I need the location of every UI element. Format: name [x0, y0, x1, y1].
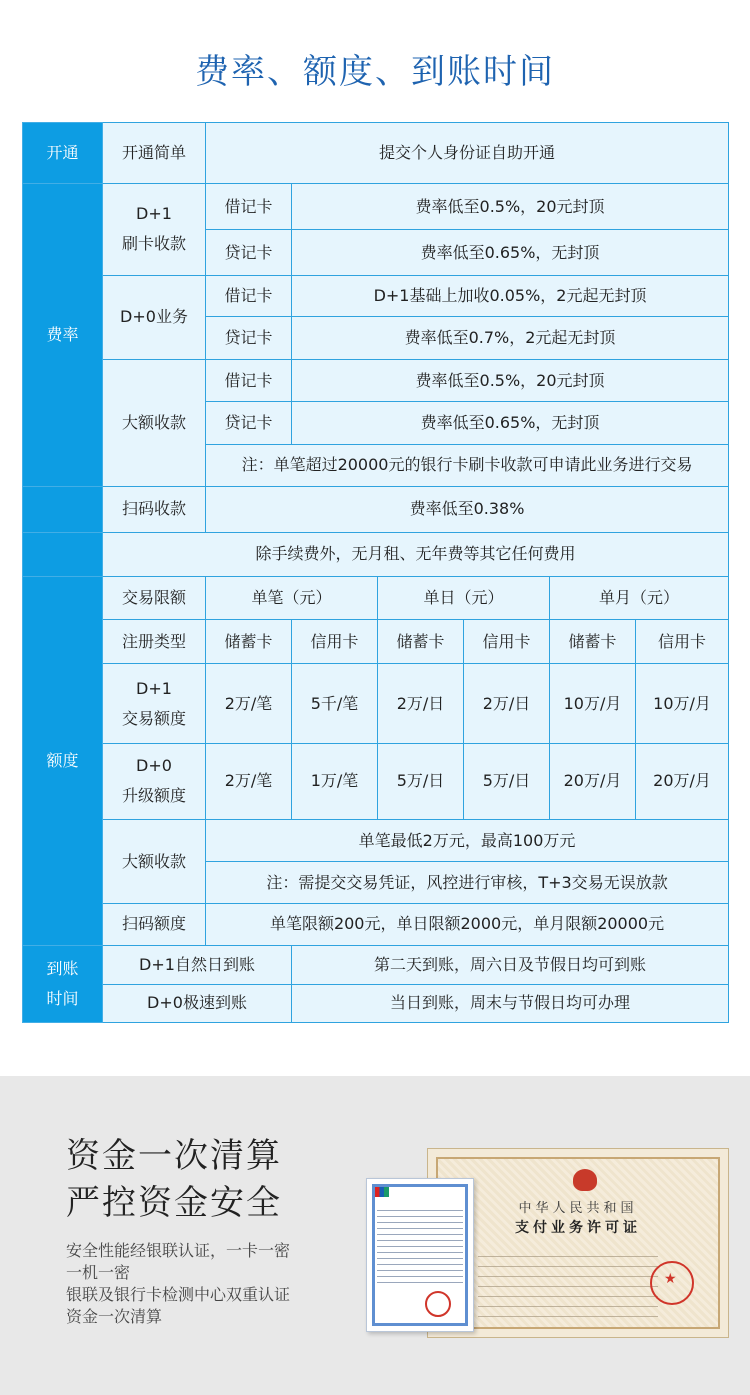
row-label-d1-swipe: D+1 刷卡收款	[103, 184, 206, 275]
card-type-credit: 贷记卡	[206, 316, 292, 359]
large-limit-value: 单笔最低2万元，最高100万元	[206, 820, 729, 862]
limit-value: 2万/笔	[206, 664, 292, 743]
security-heading-line2: 严控资金安全	[66, 1183, 282, 1223]
table-row	[23, 486, 729, 532]
table-row	[23, 123, 729, 184]
card-type-credit: 贷记卡	[206, 230, 292, 275]
rate-value: 费率低至0.5%，20元封顶	[292, 360, 729, 402]
cert-text-lines	[478, 1247, 658, 1317]
section-feilv: 费率	[23, 184, 103, 486]
scan-limit-value: 单笔限额200元，单日限额2000元，单月限额20000元	[206, 904, 729, 945]
page-title: 费率、额度、到账时间	[195, 52, 555, 92]
limit-value: 2万/日	[378, 664, 464, 743]
card-type: 储蓄卡	[550, 620, 636, 664]
card-type-debit: 借记卡	[206, 360, 292, 402]
limit-value: 5万/日	[464, 743, 550, 819]
rate-value: 费率低至0.38%	[206, 486, 729, 532]
limit-value: 10万/月	[636, 664, 729, 743]
fee-note: 除手续费外，无月租、无年费等其它任何费用	[103, 532, 729, 576]
section-daozhang: 到账 时间	[23, 945, 103, 1022]
table-row	[23, 532, 729, 576]
limit-value: 5千/笔	[292, 664, 378, 743]
card-type: 信用卡	[464, 620, 550, 664]
header-per-month: 单月（元）	[550, 576, 729, 619]
settle-d0-label: D+0极速到账	[103, 984, 292, 1022]
limit-value: 20万/月	[636, 743, 729, 819]
limit-value: 5万/日	[378, 743, 464, 819]
limit-value: 10万/月	[550, 664, 636, 743]
table-row	[23, 743, 729, 819]
table-row	[23, 275, 729, 316]
limit-label: 交易限额	[103, 576, 206, 619]
national-emblem-icon	[573, 1169, 597, 1191]
table-row	[23, 984, 729, 1022]
row-label-large: 大额收款	[103, 360, 206, 487]
header-per-tx: 单笔（元）	[206, 576, 378, 619]
table-row	[23, 620, 729, 664]
limit-value: 1万/笔	[292, 743, 378, 819]
large-limit-note: 注：需提交交易凭证，风控进行审核，T+3交易无误放款	[206, 862, 729, 904]
rates-table	[22, 122, 729, 1023]
row-label-d0: D+0业务	[103, 275, 206, 359]
settle-d0-value: 当日到账，周末与节假日均可办理	[292, 984, 729, 1022]
rate-value: D+1基础上加收0.05%，2元起无封顶	[292, 275, 729, 316]
seal-icon	[425, 1291, 451, 1317]
table-row	[23, 945, 729, 984]
seal-icon	[650, 1261, 694, 1305]
cert-issuer: 中华人民共和国	[518, 1201, 638, 1216]
unionpay-certificate	[366, 1178, 474, 1332]
security-heading-line1: 资金一次清算	[66, 1136, 282, 1176]
row-label-large-limit: 大额收款	[103, 820, 206, 904]
row-value-kaitong: 提交个人身份证自助开通	[206, 123, 729, 184]
large-note: 注：单笔超过20000元的银行卡刷卡收款可申请此业务进行交易	[206, 445, 729, 486]
card-type-debit: 借记卡	[206, 275, 292, 316]
table-row	[23, 904, 729, 945]
section-spacer	[23, 532, 103, 576]
cert-title: 支付业务许可证	[515, 1220, 641, 1236]
settle-d1-value: 第二天到账，周六日及节假日均可到账	[292, 945, 729, 984]
card-type: 储蓄卡	[206, 620, 292, 664]
card-type: 信用卡	[292, 620, 378, 664]
row-label-scan: 扫码收款	[103, 486, 206, 532]
card-type: 信用卡	[636, 620, 729, 664]
section-kaitong: 开通	[23, 123, 103, 184]
table-row	[23, 820, 729, 862]
section-spacer	[23, 486, 103, 532]
header-per-day: 单日（元）	[378, 576, 550, 619]
card-type: 储蓄卡	[378, 620, 464, 664]
security-description: 安全性能经银联认证，一卡一密 一机一密 银联及银行卡检测中心双重认证 资金一次清算	[66, 1241, 291, 1326]
row-label-d0-limit: D+0 升级额度	[103, 743, 206, 819]
table-row	[23, 576, 729, 619]
card-type-credit: 贷记卡	[206, 402, 292, 445]
rate-value: 费率低至0.7%，2元起无封顶	[292, 316, 729, 359]
row-label-kaitong: 开通简单	[103, 123, 206, 184]
limit-value: 2万/笔	[206, 743, 292, 819]
table-row	[23, 184, 729, 230]
table-row	[23, 664, 729, 743]
table-row	[23, 360, 729, 402]
row-label-d1-limit: D+1 交易额度	[103, 664, 206, 743]
settle-d1-label: D+1自然日到账	[103, 945, 292, 984]
reg-type-label: 注册类型	[103, 620, 206, 664]
section-edu: 额度	[23, 576, 103, 945]
rate-value: 费率低至0.65%，无封顶	[292, 402, 729, 445]
cert-text-lines	[377, 1205, 463, 1285]
limit-value: 20万/月	[550, 743, 636, 819]
rate-value: 费率低至0.5%，20元封顶	[292, 184, 729, 230]
limit-value: 2万/日	[464, 664, 550, 743]
rate-value: 费率低至0.65%，无封顶	[292, 230, 729, 275]
row-label-scan-limit: 扫码额度	[103, 904, 206, 945]
card-type-debit: 借记卡	[206, 184, 292, 230]
unionpay-logo-icon	[375, 1187, 389, 1197]
